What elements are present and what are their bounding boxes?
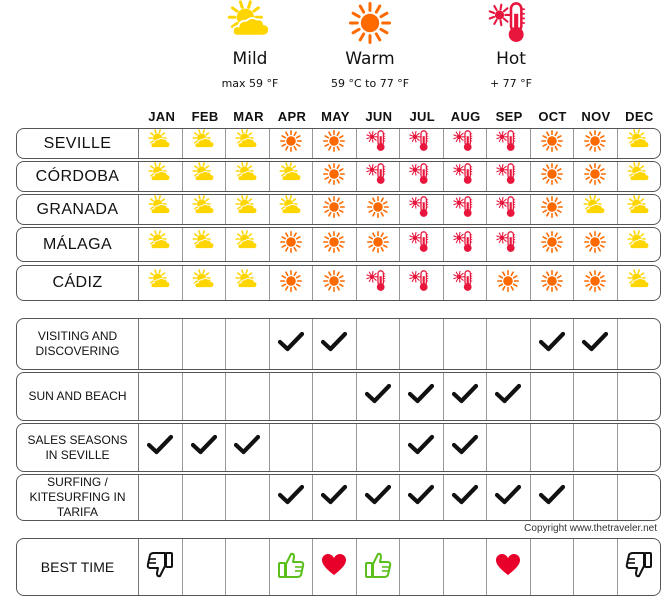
activity-label bbox=[17, 475, 139, 520]
thermometer-icon bbox=[409, 269, 433, 298]
activity-cell-sep bbox=[487, 319, 531, 369]
weather-cell-oct bbox=[531, 266, 575, 300]
month-may: MAY bbox=[321, 109, 350, 124]
weather-cell-aug bbox=[444, 129, 488, 158]
checkmark-icon bbox=[191, 434, 217, 461]
weather-cell-dec bbox=[618, 129, 661, 158]
activity-cell-apr bbox=[270, 319, 314, 369]
legend-mild bbox=[190, 0, 310, 90]
activity-label-line: SALES SEASONS bbox=[27, 432, 128, 447]
month-header bbox=[140, 109, 661, 127]
thermometer-icon bbox=[366, 162, 390, 191]
activity-cell-nov bbox=[574, 475, 618, 520]
city-row bbox=[16, 161, 661, 192]
sun-cloud-icon bbox=[583, 195, 607, 224]
city-row bbox=[16, 194, 661, 225]
month-mar: MAR bbox=[233, 109, 264, 124]
sun-icon bbox=[279, 269, 303, 298]
best-time-cell-oct bbox=[531, 539, 575, 595]
thermometer-icon bbox=[366, 129, 390, 158]
checkmark-icon bbox=[147, 434, 173, 461]
activity-cell-jan bbox=[139, 475, 183, 520]
city-name: CÓRDOBA bbox=[17, 162, 139, 191]
activity-row bbox=[16, 474, 661, 521]
thermometer-icon bbox=[409, 162, 433, 191]
legend-mild-range: max 59 °F bbox=[221, 77, 279, 90]
city-name: SEVILLE bbox=[17, 129, 139, 158]
thermometer-icon bbox=[366, 269, 390, 298]
thermometer-icon bbox=[496, 162, 520, 191]
activity-cell-jun bbox=[357, 424, 401, 471]
thermometer-icon bbox=[409, 129, 433, 158]
weather-cell-may bbox=[313, 266, 357, 300]
weather-cell-feb bbox=[183, 129, 227, 158]
best-time-cell-jun bbox=[357, 539, 401, 595]
sun-cloud-icon bbox=[148, 162, 172, 191]
sun-cloud-icon bbox=[148, 195, 172, 224]
sun-cloud-icon bbox=[192, 195, 216, 224]
legend-warm-range: 59 °C to 77 °F bbox=[330, 77, 410, 90]
sun-icon bbox=[583, 269, 607, 298]
heart-icon bbox=[495, 553, 521, 582]
thermometer-icon bbox=[496, 195, 520, 224]
sun-icon bbox=[322, 195, 346, 224]
weather-cell-feb bbox=[183, 266, 227, 300]
weather-cell-jul bbox=[400, 162, 444, 191]
sun-cloud-icon bbox=[235, 129, 259, 158]
activity-label-line: KITESURFING IN bbox=[29, 490, 126, 504]
weather-cell-jan bbox=[139, 228, 183, 261]
best-time-cell-dec bbox=[618, 539, 661, 595]
activity-label-line: SUN AND BEACH bbox=[28, 389, 127, 403]
sun-icon bbox=[540, 162, 564, 191]
activity-cell-apr bbox=[270, 475, 314, 520]
city-name: GRANADA bbox=[17, 195, 139, 224]
checkmark-icon bbox=[539, 484, 565, 511]
heart-icon bbox=[321, 553, 347, 582]
best-time-row bbox=[16, 538, 661, 596]
weather-cell-jun bbox=[357, 266, 401, 300]
checkmark-icon bbox=[408, 383, 434, 410]
activity-cell-dec bbox=[618, 319, 661, 369]
checkmark-icon bbox=[452, 383, 478, 410]
thermometer-icon bbox=[453, 162, 477, 191]
weather-cell-apr bbox=[270, 266, 314, 300]
activity-cell-may bbox=[313, 424, 357, 471]
legend-hot bbox=[451, 0, 571, 90]
weather-cell-sep bbox=[487, 228, 531, 261]
sun-icon bbox=[366, 230, 390, 259]
sun-icon bbox=[540, 195, 564, 224]
activity-cell-mar bbox=[226, 424, 270, 471]
activity-cell-jan bbox=[139, 373, 183, 420]
checkmark-icon bbox=[582, 331, 608, 358]
activity-cell-oct bbox=[531, 424, 575, 471]
weather-cell-apr bbox=[270, 195, 314, 224]
city-row bbox=[16, 227, 661, 262]
checkmark-icon bbox=[321, 484, 347, 511]
month-dec: DEC bbox=[625, 109, 654, 124]
sun-cloud-icon bbox=[627, 269, 651, 298]
month-oct: OCT bbox=[538, 109, 567, 124]
sun-icon bbox=[583, 162, 607, 191]
thumbs-down-icon bbox=[624, 550, 654, 585]
weather-cell-oct bbox=[531, 195, 575, 224]
sun-cloud-icon bbox=[148, 230, 172, 259]
activity-row bbox=[16, 423, 661, 472]
weather-cell-aug bbox=[444, 195, 488, 224]
sun-cloud-icon bbox=[192, 269, 216, 298]
weather-cell-may bbox=[313, 195, 357, 224]
sun-icon bbox=[540, 269, 564, 298]
sun-cloud-icon bbox=[235, 195, 259, 224]
best-time-label: BEST TIME bbox=[17, 539, 139, 595]
thermometer-icon bbox=[496, 129, 520, 158]
thumbs-down-icon bbox=[145, 550, 175, 585]
activity-cell-sep bbox=[487, 475, 531, 520]
weather-cell-mar bbox=[226, 195, 270, 224]
checkmark-icon bbox=[495, 383, 521, 410]
city-name: MÁLAGA bbox=[17, 228, 139, 261]
sun-icon bbox=[322, 230, 346, 259]
weather-cell-dec bbox=[618, 266, 661, 300]
activity-label bbox=[17, 319, 139, 369]
sun-cloud-icon bbox=[148, 269, 172, 298]
activity-cell-may bbox=[313, 475, 357, 520]
legend-mild-icon bbox=[190, 0, 310, 46]
activity-cell-feb bbox=[183, 373, 227, 420]
activity-cell-jul bbox=[400, 475, 444, 520]
weather-cell-jul bbox=[400, 195, 444, 224]
activity-cell-aug bbox=[444, 475, 488, 520]
sun-icon bbox=[366, 195, 390, 224]
best-time-cell-aug bbox=[444, 539, 488, 595]
activity-cell-jun bbox=[357, 475, 401, 520]
legend-mild-title: Mild bbox=[232, 49, 268, 69]
activity-cell-jul bbox=[400, 373, 444, 420]
month-apr: APR bbox=[277, 109, 307, 124]
weather-cell-dec bbox=[618, 162, 661, 191]
weather-cell-nov bbox=[574, 162, 618, 191]
activity-cell-mar bbox=[226, 373, 270, 420]
weather-cell-mar bbox=[226, 228, 270, 261]
best-time-cell-apr bbox=[270, 539, 314, 595]
weather-cell-jul bbox=[400, 228, 444, 261]
thermometer-icon bbox=[453, 129, 477, 158]
weather-cell-jan bbox=[139, 266, 183, 300]
activity-cell-oct bbox=[531, 373, 575, 420]
activity-cell-aug bbox=[444, 424, 488, 471]
activity-cell-dec bbox=[618, 475, 661, 520]
weather-cell-may bbox=[313, 129, 357, 158]
sun-cloud-icon bbox=[235, 269, 259, 298]
sun-icon bbox=[496, 269, 520, 298]
activity-cell-jan bbox=[139, 424, 183, 471]
weather-cell-jan bbox=[139, 195, 183, 224]
activity-cell-jun bbox=[357, 319, 401, 369]
sun-cloud-icon bbox=[192, 230, 216, 259]
sun-icon bbox=[540, 129, 564, 158]
thermometer-icon bbox=[409, 230, 433, 259]
month-jul: JUL bbox=[409, 109, 435, 124]
weather-cell-apr bbox=[270, 162, 314, 191]
activity-cell-feb bbox=[183, 475, 227, 520]
activity-row bbox=[16, 318, 661, 370]
checkmark-icon bbox=[539, 331, 565, 358]
weather-cell-jun bbox=[357, 162, 401, 191]
checkmark-icon bbox=[452, 484, 478, 511]
checkmark-icon bbox=[278, 484, 304, 511]
activity-cell-jul bbox=[400, 424, 444, 471]
weather-cell-sep bbox=[487, 129, 531, 158]
thumbs-up-icon bbox=[276, 550, 306, 585]
weather-cell-jun bbox=[357, 195, 401, 224]
weather-cell-aug bbox=[444, 162, 488, 191]
best-time-cell-may bbox=[313, 539, 357, 595]
checkmark-icon bbox=[278, 331, 304, 358]
activity-cell-feb bbox=[183, 424, 227, 471]
activity-cell-mar bbox=[226, 475, 270, 520]
activity-label-line: VISITING AND bbox=[37, 329, 118, 343]
best-time-cell-nov bbox=[574, 539, 618, 595]
sun-icon bbox=[279, 230, 303, 259]
activity-cell-nov bbox=[574, 373, 618, 420]
legend-hot-range: + 77 °F bbox=[489, 77, 533, 90]
legend-hot-title: Hot bbox=[496, 49, 526, 69]
weather-cell-nov bbox=[574, 266, 618, 300]
thermometer-icon bbox=[496, 230, 520, 259]
sun-icon bbox=[583, 129, 607, 158]
month-nov: NOV bbox=[581, 109, 611, 124]
weather-cell-nov bbox=[574, 195, 618, 224]
weather-cell-sep bbox=[487, 162, 531, 191]
sun-icon bbox=[540, 230, 564, 259]
copyright: Copyright www.thetraveler.net bbox=[524, 523, 657, 534]
weather-cell-jun bbox=[357, 228, 401, 261]
weather-cell-oct bbox=[531, 228, 575, 261]
best-time-cell-sep bbox=[487, 539, 531, 595]
sun-icon bbox=[322, 162, 346, 191]
weather-cell-mar bbox=[226, 129, 270, 158]
activity-cell-may bbox=[313, 373, 357, 420]
activity-cell-dec bbox=[618, 373, 661, 420]
sun-cloud-icon bbox=[148, 129, 172, 158]
sun-cloud-icon bbox=[627, 162, 651, 191]
best-time-cell-feb bbox=[183, 539, 227, 595]
weather-cell-jul bbox=[400, 266, 444, 300]
activity-label-line: IN SEVILLE bbox=[45, 447, 110, 462]
checkmark-icon bbox=[408, 484, 434, 511]
sun-cloud-icon bbox=[627, 195, 651, 224]
weather-cell-jan bbox=[139, 129, 183, 158]
best-time-cell-jan bbox=[139, 539, 183, 595]
activity-cell-feb bbox=[183, 319, 227, 369]
legend-warm bbox=[310, 0, 430, 90]
weather-cell-aug bbox=[444, 228, 488, 261]
month-jun: JUN bbox=[365, 109, 393, 124]
city-row bbox=[16, 128, 661, 159]
weather-cell-sep bbox=[487, 266, 531, 300]
activity-cell-aug bbox=[444, 373, 488, 420]
city-row bbox=[16, 265, 661, 301]
sun-cloud-icon bbox=[627, 230, 651, 259]
legend-warm-title: Warm bbox=[345, 49, 395, 69]
weather-cell-dec bbox=[618, 195, 661, 224]
legend-warm-icon bbox=[310, 0, 430, 46]
activity-cell-aug bbox=[444, 319, 488, 369]
weather-cell-mar bbox=[226, 162, 270, 191]
checkmark-icon bbox=[495, 484, 521, 511]
checkmark-icon bbox=[365, 383, 391, 410]
activity-cell-jul bbox=[400, 319, 444, 369]
activity-cell-sep bbox=[487, 373, 531, 420]
checkmark-icon bbox=[452, 434, 478, 461]
month-feb: FEB bbox=[191, 109, 219, 124]
month-aug: AUG bbox=[450, 109, 481, 124]
weather-cell-apr bbox=[270, 228, 314, 261]
sun-cloud-icon bbox=[235, 230, 259, 259]
activity-label bbox=[17, 373, 139, 420]
weather-cell-dec bbox=[618, 228, 661, 261]
activity-row bbox=[16, 372, 661, 421]
thermometer-icon bbox=[453, 269, 477, 298]
activity-label-line: TARIFA bbox=[56, 505, 99, 519]
checkmark-icon bbox=[365, 484, 391, 511]
month-jan: JAN bbox=[148, 109, 176, 124]
sun-icon bbox=[322, 269, 346, 298]
weather-cell-jun bbox=[357, 129, 401, 158]
checkmark-icon bbox=[321, 331, 347, 358]
activity-cell-jan bbox=[139, 319, 183, 369]
weather-cell-jul bbox=[400, 129, 444, 158]
weather-cell-nov bbox=[574, 129, 618, 158]
activity-cell-jun bbox=[357, 373, 401, 420]
weather-cell-mar bbox=[226, 266, 270, 300]
month-sep: SEP bbox=[495, 109, 523, 124]
sun-cloud-icon bbox=[192, 162, 216, 191]
weather-cell-jan bbox=[139, 162, 183, 191]
activity-cell-nov bbox=[574, 424, 618, 471]
activity-cell-oct bbox=[531, 319, 575, 369]
weather-cell-feb bbox=[183, 162, 227, 191]
thermometer-icon bbox=[453, 230, 477, 259]
sun-icon bbox=[322, 129, 346, 158]
weather-cell-oct bbox=[531, 162, 575, 191]
checkmark-icon bbox=[408, 434, 434, 461]
thermometer-icon bbox=[409, 195, 433, 224]
sun-cloud-icon bbox=[279, 162, 303, 191]
best-time-cell-mar bbox=[226, 539, 270, 595]
activity-cell-sep bbox=[487, 424, 531, 471]
thermometer-icon bbox=[453, 195, 477, 224]
weather-cell-may bbox=[313, 228, 357, 261]
sun-cloud-icon bbox=[279, 195, 303, 224]
activity-cell-mar bbox=[226, 319, 270, 369]
legend-hot-icon bbox=[451, 0, 571, 46]
sun-cloud-icon bbox=[627, 129, 651, 158]
weather-cell-feb bbox=[183, 195, 227, 224]
activity-cell-dec bbox=[618, 424, 661, 471]
weather-cell-feb bbox=[183, 228, 227, 261]
sun-cloud-icon bbox=[192, 129, 216, 158]
best-time-cell-jul bbox=[400, 539, 444, 595]
activity-cell-oct bbox=[531, 475, 575, 520]
activity-label-line: SURFING / bbox=[47, 475, 108, 489]
sun-icon bbox=[583, 230, 607, 259]
activity-label bbox=[17, 424, 139, 471]
activity-label-line: DISCOVERING bbox=[35, 344, 120, 358]
weather-cell-aug bbox=[444, 266, 488, 300]
sun-icon bbox=[279, 129, 303, 158]
checkmark-icon bbox=[234, 434, 260, 461]
weather-cell-sep bbox=[487, 195, 531, 224]
sun-cloud-icon bbox=[235, 162, 259, 191]
thumbs-up-icon bbox=[363, 550, 393, 585]
weather-cell-nov bbox=[574, 228, 618, 261]
city-name: CÁDIZ bbox=[17, 266, 139, 300]
activity-cell-apr bbox=[270, 373, 314, 420]
activity-cell-nov bbox=[574, 319, 618, 369]
weather-cell-oct bbox=[531, 129, 575, 158]
weather-cell-apr bbox=[270, 129, 314, 158]
activity-cell-may bbox=[313, 319, 357, 369]
activity-cell-apr bbox=[270, 424, 314, 471]
weather-cell-may bbox=[313, 162, 357, 191]
